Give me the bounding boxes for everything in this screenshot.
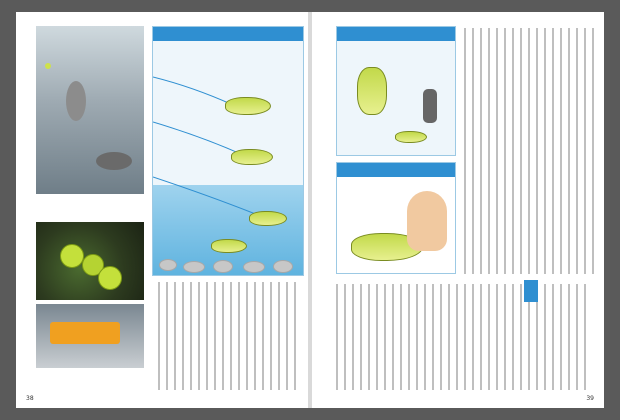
box1-title [337, 27, 455, 41]
fish-illustration [395, 131, 427, 143]
page-number-left: 38 [26, 395, 34, 402]
fishing-line-illustration [153, 27, 303, 275]
right-body-text-upper [462, 28, 598, 278]
fish-illustration [249, 211, 287, 226]
left-body-text [154, 282, 304, 394]
fish-illustration [231, 149, 273, 165]
sinker-case-shape [50, 322, 120, 344]
riverbed-stone [243, 261, 265, 273]
box2-title [337, 163, 455, 177]
photo-sinkers [36, 222, 144, 300]
hand-illustration [407, 191, 447, 251]
riverbed-stone [213, 260, 233, 273]
sinker-shape [60, 244, 84, 268]
angler-figure [423, 89, 437, 123]
photo-fish-jumping [36, 26, 144, 194]
section-tag [524, 280, 538, 302]
fish-illustration [225, 97, 271, 115]
box-angler-illustration [336, 26, 456, 156]
sinker-shape [98, 266, 122, 290]
right-page [312, 12, 604, 408]
fish-illustration [357, 67, 387, 115]
page-number-right: 39 [586, 395, 594, 402]
riverbed-stone [159, 259, 177, 271]
right-body-text-lower [332, 284, 598, 394]
riverbed-stone [183, 261, 205, 273]
photo-sinker-case [36, 304, 144, 368]
box-hook-illustration [336, 162, 456, 274]
fish-illustration [211, 239, 247, 253]
diagram-sinker-usage [152, 26, 304, 276]
riverbed-stone [273, 260, 293, 273]
fish-jumping-illustration [36, 26, 144, 194]
left-page [16, 12, 308, 408]
